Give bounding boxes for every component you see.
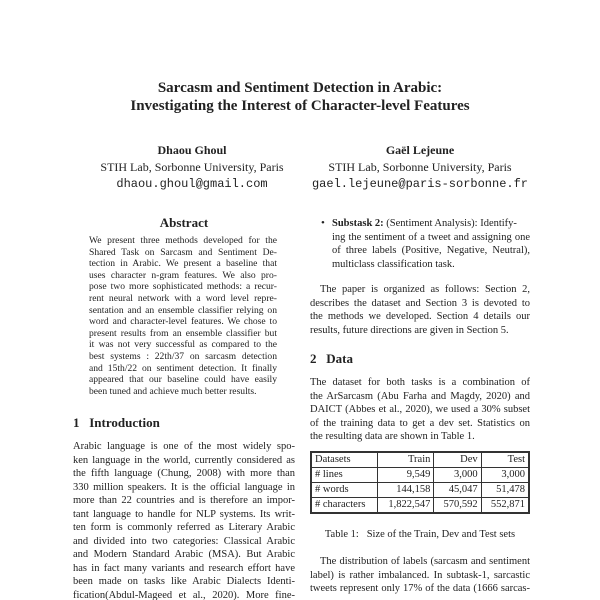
text-line: the methods we developed. Section 4 details our [310, 311, 530, 322]
table-row [311, 468, 529, 483]
paper-title-line-2: Investigating the Interest of Character-level Features [130, 98, 470, 114]
dataset-statistics-table [310, 451, 530, 514]
introduction-body [73, 440, 295, 600]
table-cell: # words [311, 483, 378, 498]
author-email: dhaou.ghoul@gmail.com [116, 177, 268, 191]
text-line: more than 22 countries and is therefore an impor- [73, 495, 295, 506]
table-cell: 9,549 [378, 468, 434, 483]
text-line: results, future directions are given in Section 5. [310, 324, 509, 336]
author-name: Dhaou Ghoul [157, 143, 227, 157]
table-cell: 3,000 [481, 468, 529, 483]
text-line: the fifth language (Chung, 2008) with more than [73, 468, 295, 479]
section-heading-introduction: 1 Introduction [73, 415, 160, 430]
table-caption: Table 1: Size of the Train, Dev and Test sets [324, 529, 516, 540]
table-cell: 1,822,547 [378, 498, 434, 514]
text-line: multiclass classification task. [332, 258, 455, 270]
table-cell: 45,047 [434, 483, 481, 498]
text-line: present results from an ensemble classifier but [89, 327, 277, 339]
bullet-icon: • [321, 217, 325, 229]
text-line: describes the dataset and Section 3 is devoted to [310, 297, 530, 309]
text-line: of the training data to get a dev set. Statistics on [310, 417, 530, 429]
text-line: ken language in the world, currently considered as [73, 454, 295, 466]
text-line: been tuned and achieve much better results. [89, 385, 257, 397]
table-header: Datasets [311, 452, 378, 468]
abstract-heading: Abstract [159, 215, 209, 230]
table-cell: 570,592 [434, 498, 481, 514]
text-line: Arabic language is one of the most widely spo- [73, 441, 295, 452]
text-line: it was not very successful as compared to the [89, 339, 277, 351]
text-line: The distribution of labels (sarcasm and sentiment [320, 556, 530, 567]
text-line: the ArSarcasm (Abu Farha and Magdy, 2020) and [310, 390, 530, 402]
table-row [311, 483, 529, 498]
text-line: pose two more sophisticated methods: a recur- [89, 281, 277, 293]
author-affiliation: STIH Lab, Sorbonne University, Paris [328, 160, 512, 174]
text-line: of three labels (Positive, Negative, Neutral), [332, 245, 530, 256]
text-line: and divided into two categories: Classical Arabic [73, 535, 295, 547]
table-cell: 552,871 [481, 498, 529, 514]
text-line: tweets represent only 17% of the data (1666 sarcas- [310, 583, 530, 594]
text-line: appeared that our baseline could have easily [89, 374, 277, 386]
author-email: gael.lejeune@paris-sorbonne.fr [311, 177, 529, 191]
table-cell: # characters [311, 498, 378, 514]
text-line: label) is rather imbalanced. In subtask-1, sarcastic [310, 569, 530, 581]
section-heading-data: 2 Data [310, 351, 353, 366]
text-line: tant language to handle for NLP systems. Its writ- [73, 508, 295, 520]
text-line: the resulting data are shown in Table 1. [310, 431, 475, 442]
text-line: rent neural network with a word level repre- [89, 292, 277, 304]
text-line: The dataset for both tasks is a combination of [310, 377, 530, 388]
table-cell: # lines [311, 468, 378, 483]
text-line: and 15th/22 on sentiment detection. It finally [89, 362, 277, 374]
distribution-paragraph [310, 555, 530, 596]
text-line: has in fact many variants and research effort have [73, 562, 295, 574]
table-header: Test [481, 452, 529, 468]
author-affiliation: STIH Lab, Sorbonne University, Paris [100, 160, 284, 174]
text-line: We present three methods developed for the [89, 235, 277, 246]
text-line: 330 million speakers. It is the official language in [73, 481, 295, 493]
text-line: fication(Abdul-Mageed et al., 2020). More fine- [73, 589, 295, 600]
table-row [311, 498, 529, 514]
organization-paragraph [310, 283, 530, 337]
text-line: sentation and an ensemble classifier relying on [89, 304, 277, 316]
table-header: Dev [434, 452, 481, 468]
data-paragraph [310, 376, 530, 444]
text-line: tection in Arabic. We present a baseline that [89, 258, 277, 270]
text-line: ten form is commonly referred as Literary Arabic [73, 522, 295, 533]
text-line: The paper is organized as follows: Section 2, [320, 284, 530, 295]
abstract-body [89, 235, 277, 397]
table-cell: 3,000 [434, 468, 481, 483]
text-line: ing the sentiment of a tweet and assigning one [332, 231, 530, 243]
table-header: Train [378, 452, 434, 468]
paper-title-line-1: Sarcasm and Sentiment Detection in Arabic: [157, 80, 443, 96]
bullet-label: Substask 2: [332, 218, 384, 229]
text-line: uses character n-gram features. We also pro- [89, 269, 277, 281]
author-2 [302, 142, 538, 193]
author-1 [86, 142, 298, 193]
substask-2-item [332, 217, 530, 271]
table-cell: 144,158 [378, 483, 434, 498]
bullet-text: (Sentiment Analysis): Identify- [383, 218, 517, 229]
text-line: word and character-level features. We chose to [89, 316, 277, 328]
author-name: Gaël Lejeune [385, 143, 455, 157]
text-line: Shared Task on Sarcasm and Sentiment De- [89, 246, 277, 258]
text-line: best systems : 22th/37 on sarcasm detection [89, 350, 277, 362]
text-line: been made on tasks like Arabic Dialects Identi- [73, 576, 295, 587]
text-line: DAICT (Abbes et al., 2020), we used a 30% subset [310, 404, 530, 415]
text-line [332, 217, 530, 231]
text-line: and Modern Standard Arabic (MSA). But Arabic [73, 549, 295, 560]
table-cell: 51,478 [481, 483, 529, 498]
table-header-row [311, 452, 529, 468]
